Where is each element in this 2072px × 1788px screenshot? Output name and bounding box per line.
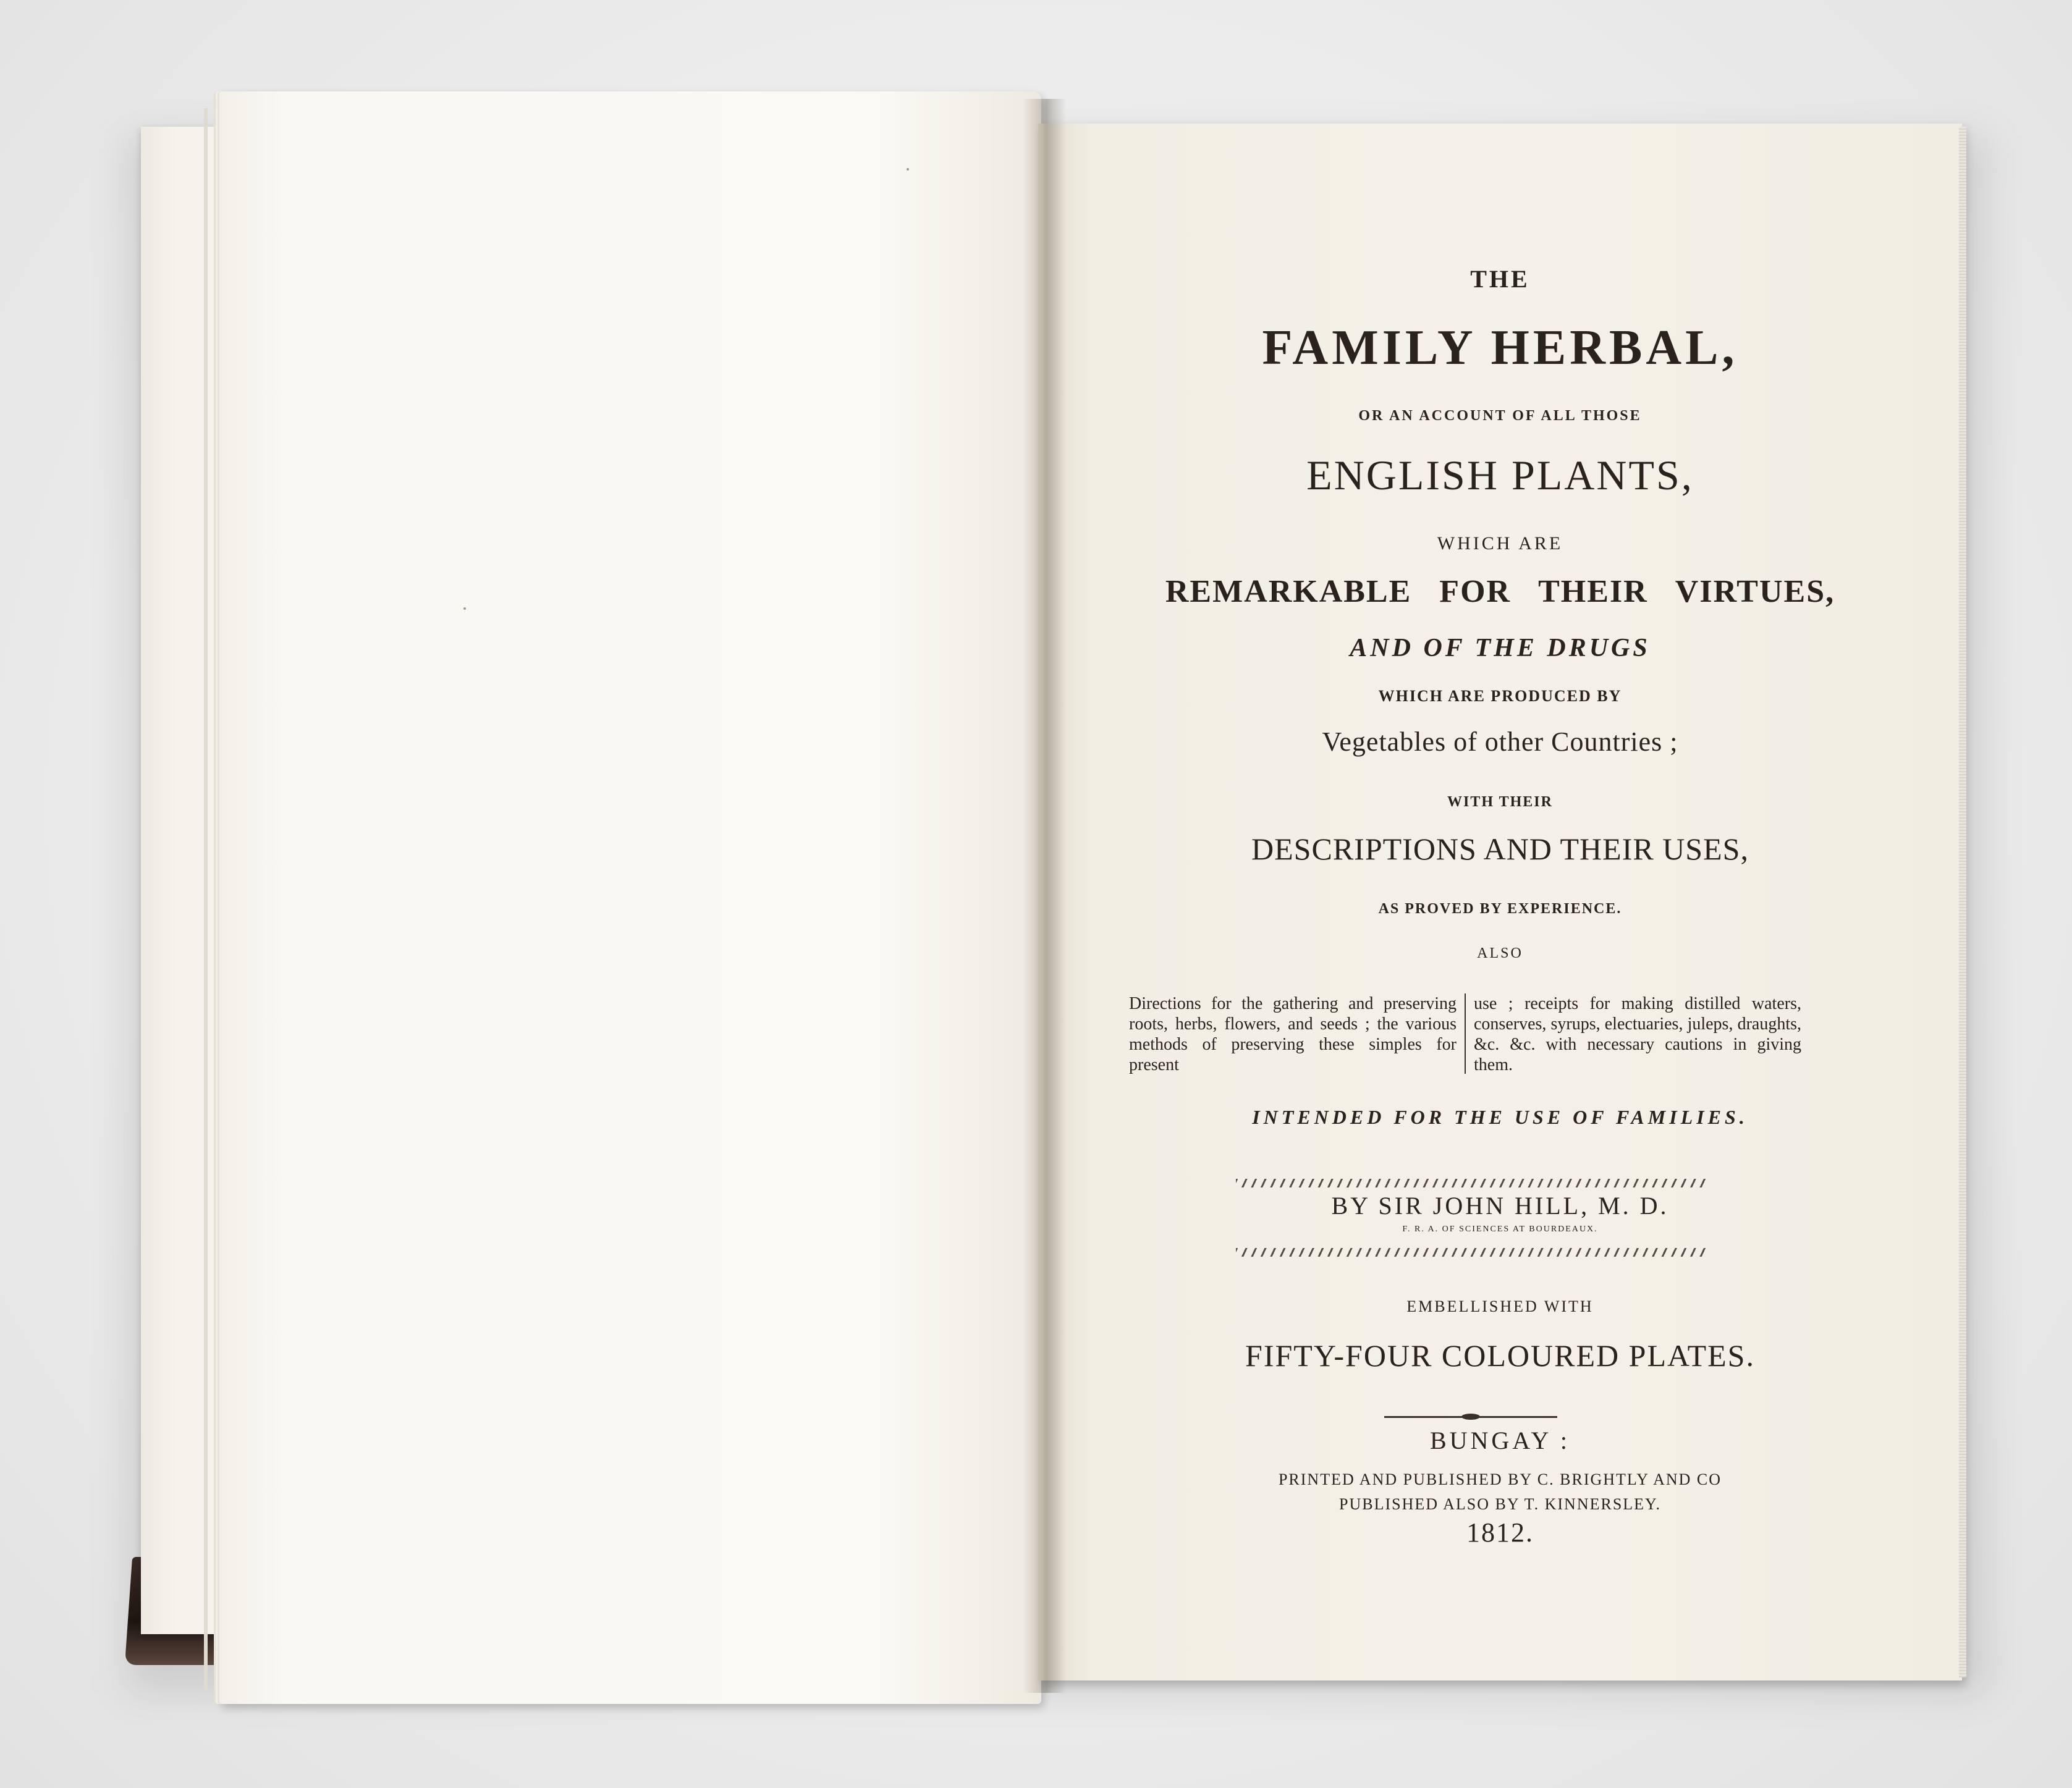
- intended-line: INTENDED FOR THE USE OF FAMILIES.: [1252, 1106, 1748, 1128]
- ornamental-rule: [1384, 1414, 1557, 1420]
- title-page: [1038, 124, 1962, 1680]
- imprint-published-also: PUBLISHED ALSO BY T. KINNERSLEY.: [1339, 1495, 1661, 1513]
- also-line: ALSO: [1477, 945, 1523, 961]
- imprint-printer: PRINTED AND PUBLISHED BY C. BRIGHTLY AND CO: [1278, 1470, 1722, 1488]
- left-page-fold: [204, 108, 208, 1690]
- which-are: WHICH ARE: [1437, 533, 1563, 554]
- vegetables-line: Vegetables of other Countries ;: [1322, 727, 1678, 757]
- plates-line: FIFTY-FOUR COLOURED PLATES.: [1245, 1338, 1755, 1373]
- english-plants: ENGLISH PLANTS,: [1306, 452, 1694, 499]
- author-line: BY SIR JOHN HILL, M. D.: [1331, 1192, 1669, 1220]
- with-their: WITH THEIR: [1447, 794, 1553, 810]
- right-page-edge: [1959, 127, 1966, 1677]
- directions-column-left: Directions for the gathering and preserving roots, herbs, flowers, and seeds ; the various methods of preserving these simples for present: [1129, 994, 1457, 1074]
- directions-column-right: use ; receipts for making distilled waters, conserves, syrups, electuaries, juleps, draughts, &c. &c. with necessary cautions in giving them.: [1474, 994, 1801, 1074]
- book-title: FAMILY HERBAL,: [1262, 321, 1738, 375]
- wavy-rule-bottom: [1236, 1248, 1706, 1257]
- subtitle-or: OR AN ACCOUNT OF ALL THOSE: [1358, 408, 1642, 424]
- descriptions-line: DESCRIPTIONS AND THEIR USES,: [1251, 832, 1749, 866]
- imprint-year: 1812.: [1466, 1517, 1534, 1548]
- remarkable-line: REMARKABLE FOR THEIR VIRTUES,: [1165, 574, 1835, 609]
- embellished-line: EMBELLISHED WITH: [1406, 1297, 1594, 1315]
- paper-speck: [907, 168, 909, 171]
- title-the: THE: [1470, 265, 1530, 293]
- produced-line: WHICH ARE PRODUCED BY: [1378, 687, 1622, 705]
- book-gutter: [1023, 99, 1066, 1693]
- paper-speck: [463, 607, 466, 610]
- column-divider: [1465, 993, 1466, 1074]
- imprint-place: BUNGAY :: [1429, 1427, 1571, 1454]
- blank-left-page: [219, 91, 1041, 1704]
- proved-line: AS PROVED BY EXPERIENCE.: [1378, 901, 1622, 917]
- author-credentials: F. R. A. OF SCIENCES AT BOURDEAUX.: [1402, 1225, 1598, 1234]
- drugs-line: AND OF THE DRUGS: [1350, 634, 1651, 662]
- wavy-rule-top: [1236, 1179, 1706, 1187]
- ornament-center: [1461, 1414, 1480, 1420]
